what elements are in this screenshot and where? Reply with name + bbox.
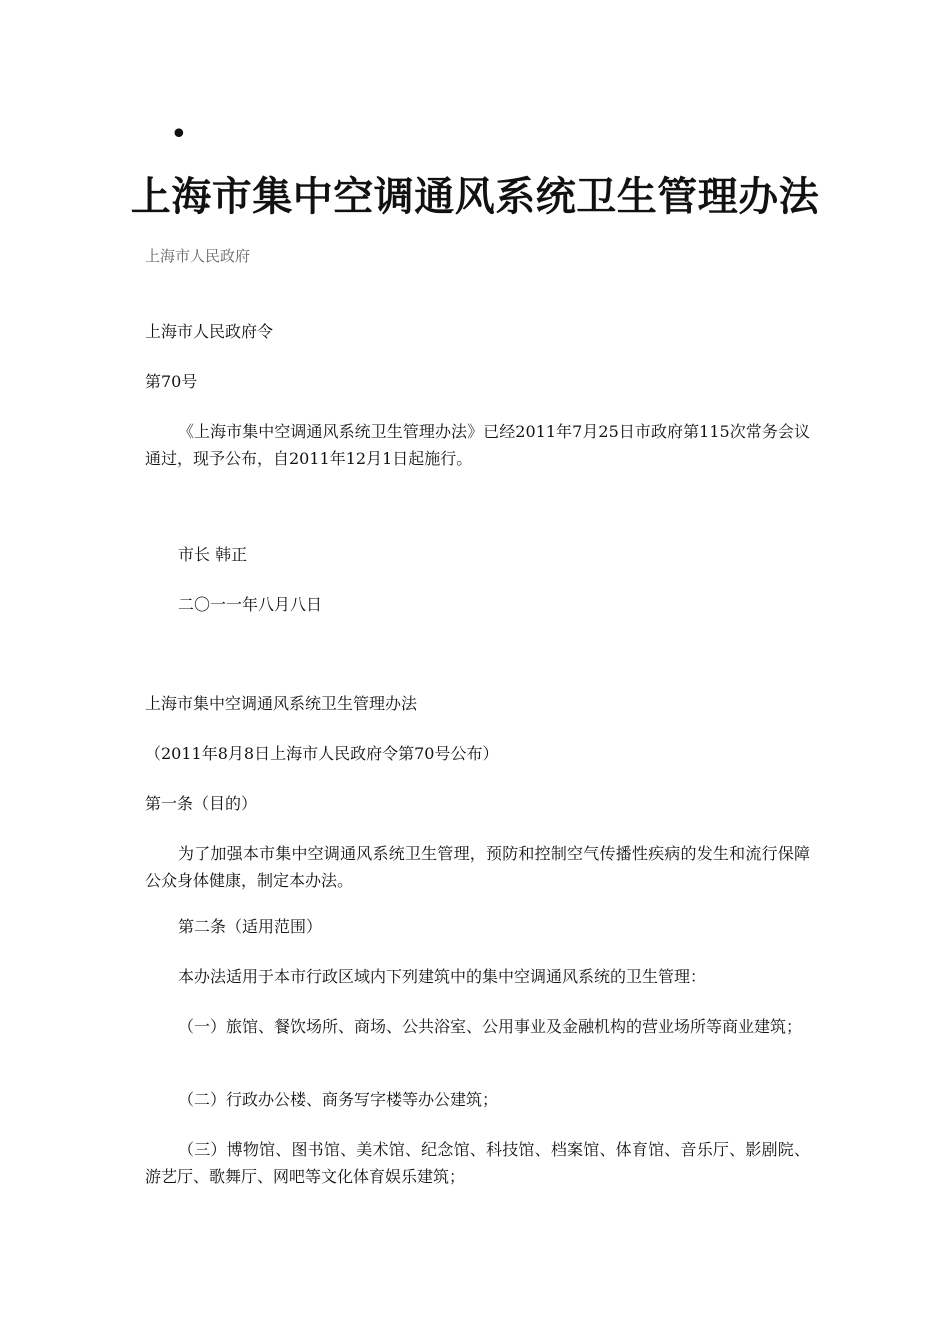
order-title: 上海市人民政府令 xyxy=(145,322,274,341)
bullet-mark: • xyxy=(170,117,188,152)
article-1-heading: 第一条（目的） xyxy=(145,794,258,813)
page-title: 上海市集中空调通风系统卫生管理办法 xyxy=(130,173,820,220)
publication-note: （2011年8月8日上海市人民政府令第70号公布） xyxy=(145,744,499,763)
article-2-text: 本办法适用于本市行政区域内下列建筑中的集中空调通风系统的卫生管理： xyxy=(178,967,707,986)
article-2-heading: 第二条（适用范围） xyxy=(178,917,323,936)
date-line: 二〇一一年八月八日 xyxy=(178,595,323,614)
list-item-1: （一）旅馆、餐饮场所、商场、公共浴室、公用事业及金融机构的营业场所等商业建筑； xyxy=(178,1017,803,1036)
list-item-3: （三）博物馆、图书馆、美术馆、纪念馆、科技馆、档案馆、体育馆、音乐厅、影剧院、游艺厅、歌舞厅、网吧等文化体育娱乐建筑； xyxy=(145,1140,810,1186)
source-label: 上海市人民政府 xyxy=(145,247,251,265)
list-item-2: （二）行政办公楼、商务写字楼等办公建筑； xyxy=(178,1090,499,1109)
announcement-paragraph: 《上海市集中空调通风系统卫生管理办法》已经2011年7月25日市政府第115次常务会议通过，现予公布，自2011年12月1日起施行。 xyxy=(145,422,810,468)
order-number: 第70号 xyxy=(145,372,198,391)
document-heading: 上海市集中空调通风系统卫生管理办法 xyxy=(145,694,418,713)
signature-line: 市长 韩正 xyxy=(178,545,248,564)
article-1-text: 为了加强本市集中空调通风系统卫生管理，预防和控制空气传播性疾病的发生和流行保障公众身体健康，制定本办法。 xyxy=(145,844,810,890)
